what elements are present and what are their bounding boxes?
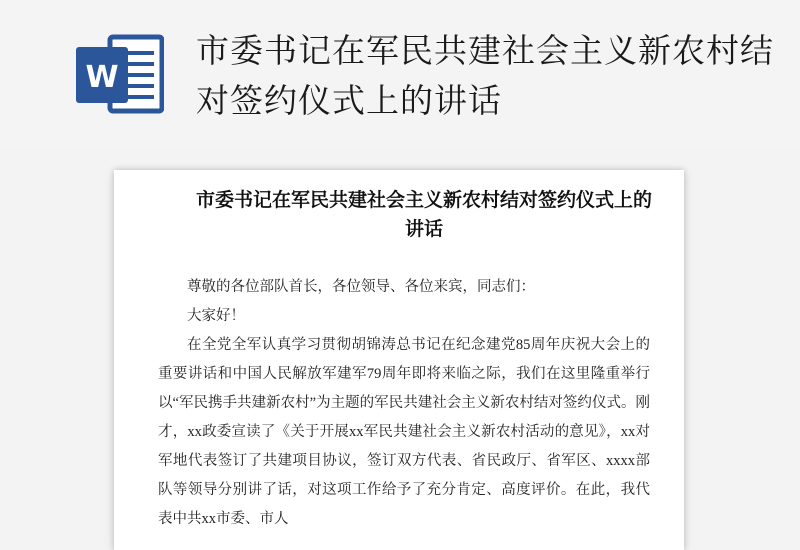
document-body — [158, 273, 650, 534]
salutation-paragraph: 尊敬的各位部队首长，各位领导、各位来宾，同志们： — [187, 279, 535, 295]
greeting-paragraph: 大家好！ — [187, 308, 245, 324]
header-banner — [0, 0, 800, 150]
body-paragraph: 在全党全军认真学习贯彻胡锦涛总书记在纪念建党85周年庆祝大会上的重要讲话和中国人民解放军建军79周年即将来临之际，我们在这里隆重举行以“军民携手共建新农村”为主题的军民共建社会主义新农村结对签约仪式。刚才，xx政委宣读了《关于开展xx军民共建社会主义新农村活动的意见》，xx对军地代表签订了共建项目协议，签订双方代表、省民政厅、省军区、xxxx部队等领导分别讲了话，对这项工作给予了充分肯定、高度评价。在此，我代表中共xx市委、市人 — [158, 337, 650, 527]
word-icon-letter: W — [85, 60, 119, 95]
document-title: 市委书记在军民共建社会主义新农村结对签约仪式上的讲话 — [195, 189, 652, 240]
document-page — [114, 170, 684, 550]
page-title: 市委书记在军民共建社会主义新农村结对签约仪式上的讲话 — [196, 31, 774, 120]
word-doc-icon — [76, 33, 164, 115]
